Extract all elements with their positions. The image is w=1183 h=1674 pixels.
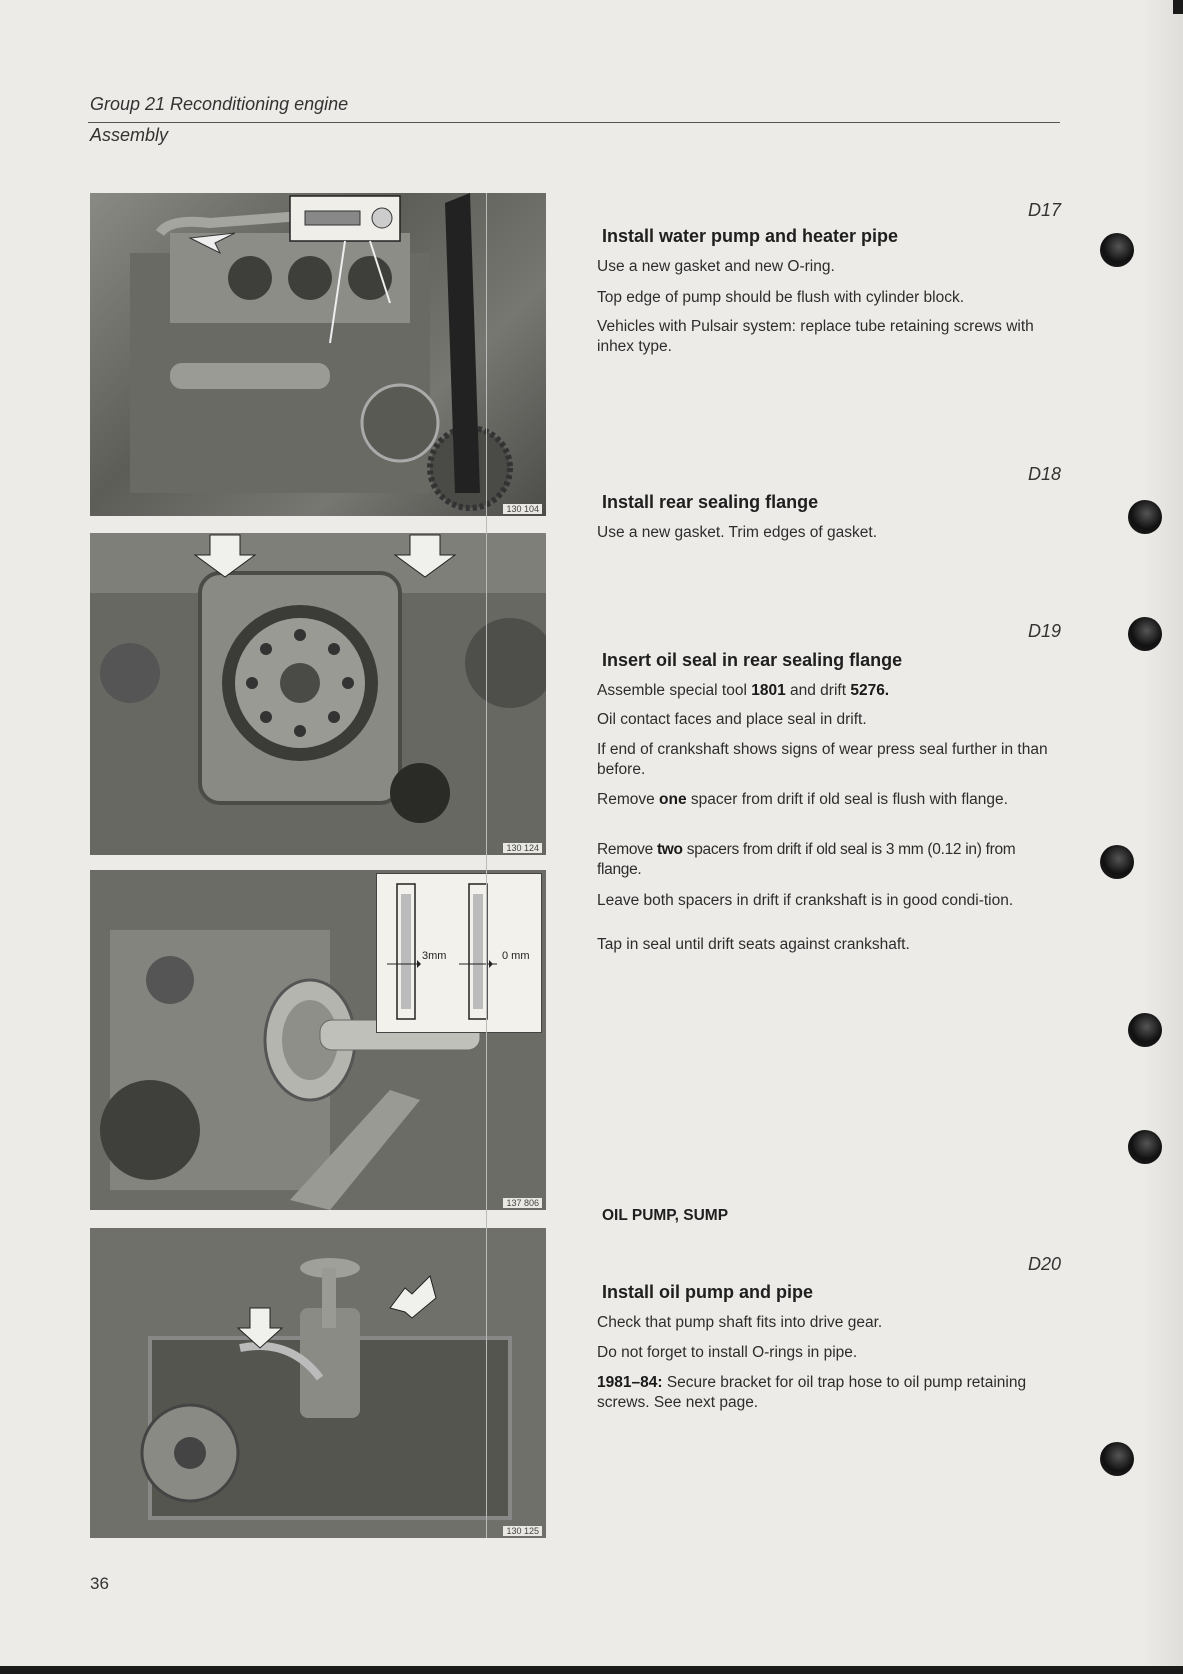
d19-para-5: Remove two spacers from drift if old seal is 3 mm (0.12 in) from flange. <box>597 841 1016 878</box>
d17-para-3: Vehicles with Pulsair system: replace tube retaining screws with inhex type. <box>597 318 1034 355</box>
page-number: 36 <box>90 1574 109 1593</box>
inset-label-3mm: 3mm <box>422 950 447 962</box>
photo-rear-sealing-flange <box>90 533 546 855</box>
binding-mark <box>1173 0 1183 14</box>
title-d20: Install oil pump and pipe <box>602 1282 814 1302</box>
page-edge-shade <box>1143 0 1183 1674</box>
d19-para-1: Assemble special tool 1801 and drift 5276. <box>597 682 890 699</box>
photo-oil-seal-drift <box>90 870 546 1210</box>
ref-d18: D18 <box>1027 464 1061 484</box>
d20-para-1: Check that pump shaft fits into drive gear. <box>597 1314 883 1331</box>
binder-hole <box>1128 1013 1162 1047</box>
d17-para-1: Use a new gasket and new O-ring. <box>597 258 835 275</box>
photo-water-pump <box>90 193 546 516</box>
sealing-flange-illustration <box>90 533 546 855</box>
figure-code: 130 124 <box>503 843 542 853</box>
photo-divider <box>486 193 487 1538</box>
engine-block-illustration <box>90 193 546 516</box>
header-rule <box>88 122 1060 123</box>
ref-d17: D17 <box>1027 200 1061 220</box>
figure-code: 130 104 <box>503 504 542 514</box>
ref-d19: D19 <box>1027 621 1061 641</box>
binder-hole <box>1128 1130 1162 1164</box>
scan-edge <box>0 1666 1183 1674</box>
seal-depth-diagram <box>376 873 542 1033</box>
d20-para-2: Do not forget to install O-rings in pipe. <box>597 1344 858 1361</box>
d19-para-7: Tap in seal until drift seats against crankshaft. <box>597 936 910 953</box>
d17-para-2: Top edge of pump should be flush with cylinder block. <box>597 289 965 306</box>
d19-para-4: Remove one spacer from drift if old seal is flush with flange. <box>597 791 1008 808</box>
d19-para-6: Leave both spacers in drift if crankshaft is in good condi-tion. <box>597 892 1014 909</box>
photo-oil-pump <box>90 1228 546 1538</box>
d20-para-3: 1981–84: Secure bracket for oil trap hose to oil pump retaining screws. See next page. <box>597 1374 1027 1411</box>
d18-para-1: Use a new gasket. Trim edges of gasket. <box>597 524 877 541</box>
inset-label-0mm: 0 mm <box>502 950 530 962</box>
binder-hole <box>1100 233 1134 267</box>
title-d19: Insert oil seal in rear sealing flange <box>602 650 903 670</box>
header-section: Assembly <box>90 125 169 145</box>
header-group: Group 21 Reconditioning engine <box>90 94 349 114</box>
title-d17: Install water pump and heater pipe <box>602 226 899 246</box>
oil-pump-sump-heading: OIL PUMP, SUMP <box>602 1207 729 1224</box>
binder-hole <box>1128 500 1162 534</box>
figure-code: 137 806 <box>503 1198 542 1208</box>
d19-para-2: Oil contact faces and place seal in drift. <box>597 711 867 728</box>
ref-d20: D20 <box>1027 1254 1061 1274</box>
binder-hole <box>1100 1442 1134 1476</box>
binder-hole <box>1128 617 1162 651</box>
figure-code: 130 125 <box>503 1526 542 1536</box>
d19-para-3: If end of crankshaft shows signs of wear press seal further in than before. <box>597 741 1048 778</box>
oil-pump-illustration <box>90 1228 546 1538</box>
title-d18: Install rear sealing flange <box>602 492 819 512</box>
binder-hole <box>1100 845 1134 879</box>
